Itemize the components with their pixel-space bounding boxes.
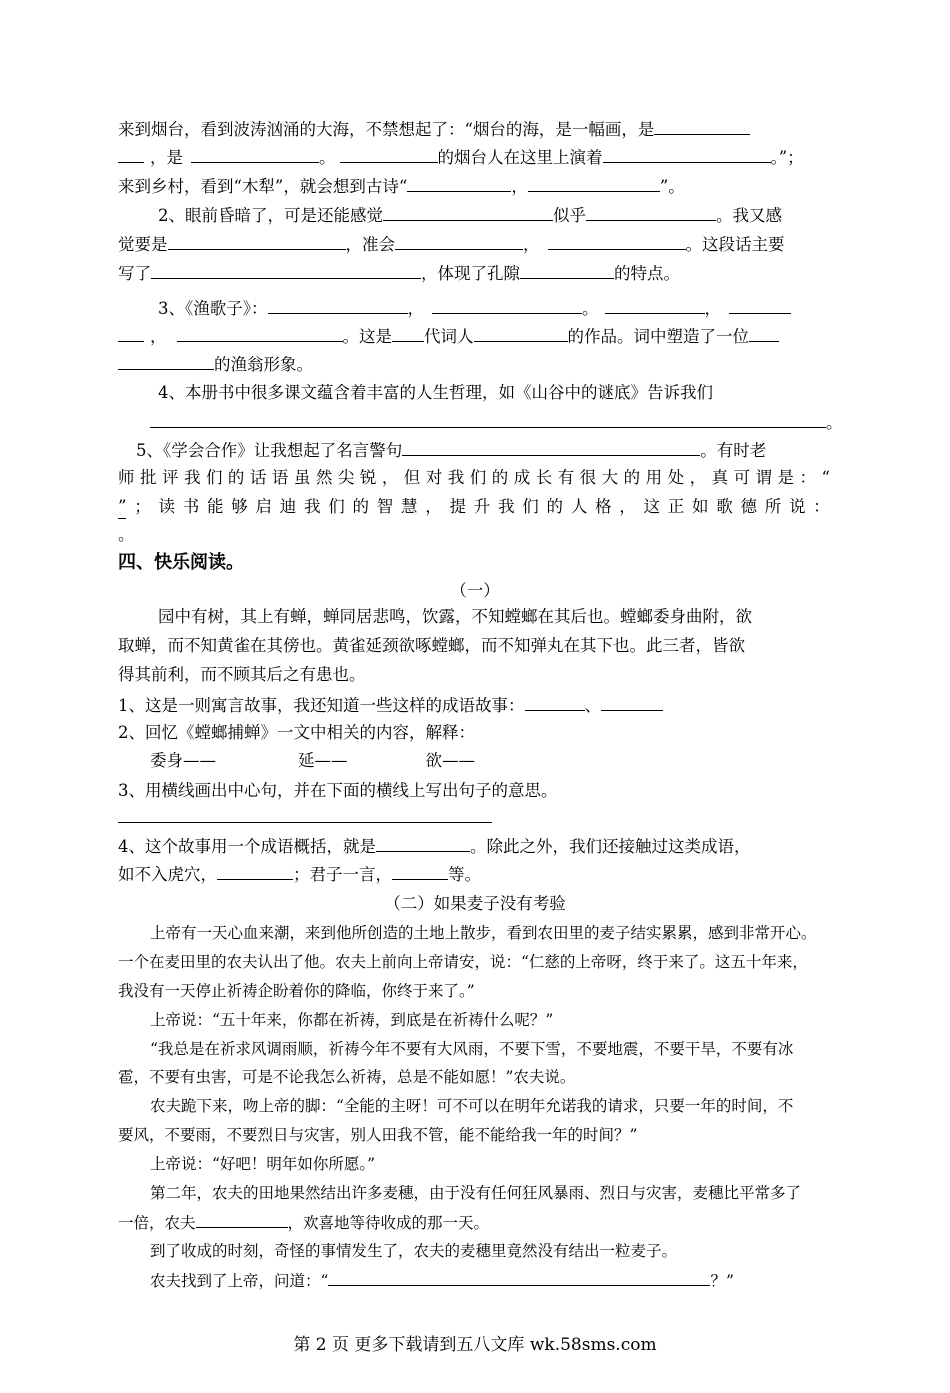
q5-char: ， [425, 497, 442, 516]
q5-char: 有 [557, 468, 575, 487]
passage-2-text: 第二年，农夫的田地果然结出许多麦穗，由于没有任何狂风暴雨、烈日与灾害，麦穗比平常多了 [150, 1184, 802, 1202]
q2-text: ， [523, 235, 540, 254]
answer-blank[interactable] [601, 694, 663, 711]
q5-char: 评 [161, 468, 179, 487]
s3-q4-line-2 [118, 411, 843, 434]
q5-char: 用 [645, 468, 663, 487]
q5-char: 书 [182, 497, 200, 516]
q5-char: 但 [403, 468, 421, 487]
q5-char: 的 [623, 468, 641, 487]
q5-char: ： [799, 468, 817, 487]
passage-text: ，欢喜地等待收成的那一天。 [287, 1214, 490, 1232]
s3-text: 来到烟台，看到波涛汹涌的大海，不禁想起了：“烟台的海，是一幅画，是 [118, 120, 655, 139]
q5-char: 读 [158, 497, 175, 516]
answer-blank[interactable] [177, 325, 343, 342]
q5-char: 批 [139, 468, 157, 487]
passage-1-text: 得其前利，而不顾其后之有患也。 [118, 665, 366, 684]
s3-text: 。 [319, 148, 336, 167]
q5-char: 我 [447, 468, 465, 487]
p1-question-4-line-1 [118, 835, 751, 858]
answer-blank[interactable] [340, 146, 438, 163]
answer-blank[interactable] [729, 297, 791, 314]
q5-char: 能 [206, 497, 224, 516]
q5-char: 的 [546, 497, 563, 516]
q5-char: 格 [594, 497, 612, 516]
q3-text: 代词人 [424, 327, 474, 346]
q5-char: 真 [711, 468, 729, 487]
q5-char: 师 [118, 468, 135, 487]
q5-char: ， [381, 468, 399, 487]
question-text: 、 [584, 696, 601, 715]
s3-q3-line-2 [118, 325, 779, 348]
s3-text: 。”； [770, 148, 804, 167]
q5-text: 。有时老 [700, 441, 767, 460]
answer-blank[interactable] [268, 297, 408, 314]
q5-char: ， [689, 468, 707, 487]
q5-char: 对 [425, 468, 443, 487]
q5-char: ： [813, 497, 830, 516]
passage-text: ？” [710, 1272, 734, 1290]
answer-blank[interactable] [525, 694, 585, 711]
passage-1-text: 园中有树，其上有蝉，蝉同居悲鸣，饮露，不知螳螂在其后也。螳螂委身曲附，欲 [158, 607, 752, 626]
q5-char: 如 [691, 497, 709, 516]
p1-question-3: 3、用横线画出中心句，并在下面的横线上写出句子的意思。 [118, 781, 558, 800]
q5-char: 的 [227, 468, 245, 487]
answer-blank[interactable] [118, 325, 144, 342]
passage-2-text: 到了收成的时刻，奇怪的事情发生了，农夫的麦穗里竟然没有结出一粒麦子。 [150, 1242, 678, 1260]
q2-text: 写了 [118, 264, 151, 283]
q5-char: 们 [522, 497, 539, 516]
passage-2-text: 我没有一天停止祈祷企盼着你的降临，你终于来了。” [118, 982, 475, 1000]
q5-char: 慧 [400, 497, 418, 516]
answer-blank[interactable] [392, 325, 424, 342]
q3-text: ， [704, 299, 721, 318]
passage-2-text: 上帝说：“好吧！明年如你所愿。” [150, 1155, 376, 1173]
q5-char: 虽 [293, 468, 311, 487]
word-item: 欲—— [425, 751, 475, 770]
q5-char: 人 [570, 497, 588, 516]
q5-char: 谓 [755, 468, 773, 487]
answer-blank[interactable] [376, 835, 470, 852]
q5-char: 大 [601, 468, 619, 487]
q5-char: ， [619, 497, 636, 516]
q5-char: 我 [303, 497, 321, 516]
answer-blank[interactable] [528, 175, 660, 192]
q5-char: 迪 [279, 497, 297, 516]
q5-char: 我 [497, 497, 515, 516]
q3-text: ， [407, 299, 424, 318]
p1-question-4-line-2 [118, 863, 481, 886]
q3-text: 的渔翁形象。 [214, 355, 313, 374]
q5-char: 升 [473, 497, 491, 516]
answer-blank[interactable] [383, 204, 553, 221]
q2-text: 似乎 [553, 206, 586, 225]
question-text: 如不入虎穴， [118, 865, 217, 884]
s3-q2-line-1 [158, 204, 782, 227]
passage-2-text: 农夫跪下来，吻上帝的脚：“全能的主呀！可不可以在明年允诺我的请求，只要一年的时间，不 [150, 1097, 794, 1115]
passage-2-text: 上帝有一天心血来潮，来到他所创造的土地上散步，看到农田里的麦子结实累累，感到非常开心。 [150, 924, 817, 942]
q5-char: 启 [255, 497, 272, 516]
q5-char: 们 [469, 468, 487, 487]
answer-blank[interactable] [328, 1269, 480, 1286]
answer-blank[interactable] [407, 175, 511, 192]
s3-q3-line-1 [158, 297, 791, 320]
q5-char: 的 [491, 468, 509, 487]
q5-char: 很 [579, 468, 597, 487]
q5-char: 可 [733, 468, 751, 487]
p1-question-1 [118, 694, 663, 717]
q5-char: 说 [788, 497, 806, 516]
q4-text: 4、本册书中很多课文蕴含着丰富的人生哲理，如《山谷中的谜底》告诉我们 [158, 383, 713, 402]
q5-char: 歌 [716, 497, 733, 516]
q5-char: ” [118, 496, 126, 519]
passage-2-text: 雹，不要有虫害，可是不论我怎么祈祷，总是不能如愿！”农夫说。 [118, 1068, 576, 1086]
question-text: ；君子一言， [293, 865, 392, 884]
passage-2-text [118, 1211, 489, 1234]
question-text: 等。 [448, 865, 481, 884]
q5-char: 正 [667, 497, 685, 516]
q5-char: 锐 [359, 468, 377, 487]
q5-char: 所 [764, 497, 782, 516]
passage-2-text: “我总是在祈求风调雨顺，祈祷今年不要有大风雨，不要下雪，不要地震，不要干旱，不要有冰 [150, 1040, 794, 1058]
q2-text: ，准会 [345, 235, 395, 254]
answer-blank[interactable] [392, 863, 448, 880]
q2-text: 的特点。 [614, 264, 680, 283]
question-text: 。除此之外，我们还接触过这类成语， [470, 837, 751, 856]
q5-char: 尖 [337, 468, 355, 487]
q3-text: ， [150, 327, 167, 346]
q5-text: 。 [118, 525, 135, 544]
s3-q4-line-1 [158, 382, 713, 404]
answer-line[interactable] [118, 822, 492, 823]
passage-2-text: 一个在麦田里的农夫认出了他。农夫上前向上帝请安，说：“仁慈的上帝呀，终于来了。这五十年来， [118, 953, 808, 971]
s3-text: 的烟台人在这里上演着 [437, 148, 603, 167]
answer-blank[interactable] [118, 353, 214, 370]
answer-blank[interactable] [217, 863, 293, 880]
page-footer: 第 2 页 更多下载请到五八文库 wk.58sms.com [293, 1335, 657, 1355]
answer-blank[interactable] [196, 1211, 288, 1228]
s3-text: ， [511, 177, 528, 196]
q2-text: ，体现了孔隙 [421, 264, 520, 283]
q5-char: 这 [643, 497, 660, 516]
question-text: 1、这是一则寓言故事，我还知道一些这样的成语故事： [118, 696, 525, 715]
q3-text: 的作品。词中塑造了一位 [567, 327, 749, 346]
s3-q5-line-2 [118, 467, 830, 489]
q2-text: 。我又感 [716, 206, 782, 225]
p1-question-2-words [150, 750, 475, 772]
s3-text: ，是 [150, 148, 183, 167]
s3-line-2 [118, 146, 804, 169]
q5-char: 们 [328, 497, 345, 516]
answer-blank[interactable] [474, 325, 568, 342]
s3-q5-line-3 [118, 496, 830, 519]
s3-line-1 [118, 118, 750, 141]
s3-q5-line-4 [118, 524, 135, 546]
passage-text: 农夫找到了上帝，问道：“ [150, 1272, 329, 1290]
answer-blank[interactable] [480, 1269, 578, 1286]
answer-blank[interactable] [749, 325, 779, 342]
passage-2-text: 要风，不要雨，不要烈日与灾害，别人田我不管，能不能给我一年的时间？” [118, 1126, 638, 1144]
answer-blank[interactable] [548, 233, 686, 250]
q5-char: 智 [376, 497, 394, 516]
section-heading: 四、快乐阅读。 [118, 552, 244, 573]
q5-char: 我 [183, 468, 201, 487]
q5-char: 们 [205, 468, 223, 487]
q3-text: 。这是 [342, 327, 392, 346]
s3-q2-line-3 [118, 262, 680, 285]
q5-text: 5、《学会合作》让我想起了名言警句 [136, 441, 403, 460]
answer-blank[interactable] [402, 439, 700, 456]
q5-char: 是 [777, 468, 795, 487]
answer-blank[interactable] [603, 146, 771, 163]
answer-blank[interactable] [118, 146, 144, 163]
q5-char: 语 [271, 468, 289, 487]
q5-char: “ [821, 468, 830, 487]
q5-char: 长 [535, 468, 553, 487]
answer-blank[interactable] [605, 297, 705, 314]
passage-2-text: 上帝说：“五十年来，你都在祈祷，到底是在祈祷什么呢？” [150, 1011, 554, 1029]
q5-char: ； [134, 497, 151, 516]
q4-text: 。 [826, 413, 843, 432]
p1-question-2: 2、回忆《螳螂捕蝉》一文中相关的内容，解释： [118, 723, 475, 742]
q3-text: 3、《渔歌子》： [158, 299, 268, 318]
q5-char: 德 [740, 497, 757, 516]
q5-char: 话 [249, 468, 267, 487]
answer-blank[interactable] [395, 233, 523, 250]
s3-q3-line-3 [118, 353, 313, 376]
answer-blank[interactable] [586, 204, 716, 221]
answer-blank[interactable] [520, 262, 614, 279]
passage-2-title: （二）如果麦子没有考验 [384, 894, 566, 913]
answer-blank[interactable] [151, 262, 421, 279]
answer-blank[interactable] [168, 233, 346, 250]
s3-q2-line-2 [118, 233, 785, 256]
s3-q5-line-1 [136, 439, 766, 462]
word-item: 延—— [298, 751, 348, 770]
q5-char: 够 [231, 497, 248, 516]
q5-char: 的 [352, 497, 369, 516]
q2-text: 2、眼前昏暗了，可是还能感觉 [158, 206, 383, 225]
q5-char: 然 [315, 468, 333, 487]
passage-2-question [150, 1269, 734, 1292]
answer-blank[interactable] [654, 118, 750, 135]
q5-char: 成 [513, 468, 531, 487]
word-item: 委身—— [150, 751, 216, 770]
passage-1-title: （一） [450, 581, 500, 600]
answer-blank[interactable] [432, 297, 582, 314]
answer-blank[interactable] [578, 1269, 710, 1286]
q5-char: 处 [667, 468, 685, 487]
q5-char: 提 [449, 497, 466, 516]
q2-text: 觉要是 [118, 235, 168, 254]
answer-blank[interactable] [191, 146, 319, 163]
passage-text: 一倍，农夫 [118, 1214, 196, 1232]
s3-text: ”。 [659, 177, 685, 196]
q3-text: 。 [582, 299, 599, 318]
s3-text: 来到乡村，看到“木犁”，就会想到古诗“ [118, 177, 408, 196]
s3-line-3 [118, 175, 685, 198]
q2-text: 。这段话主要 [685, 235, 785, 254]
passage-1-text: 取蝉，而不知黄雀在其傍也。黄雀延颈欲啄螳螂，而不知弹丸在其下也。此三者，皆欲 [118, 636, 745, 655]
question-text: 4、这个故事用一个成语概括，就是 [118, 837, 376, 856]
answer-blank[interactable] [150, 411, 826, 428]
